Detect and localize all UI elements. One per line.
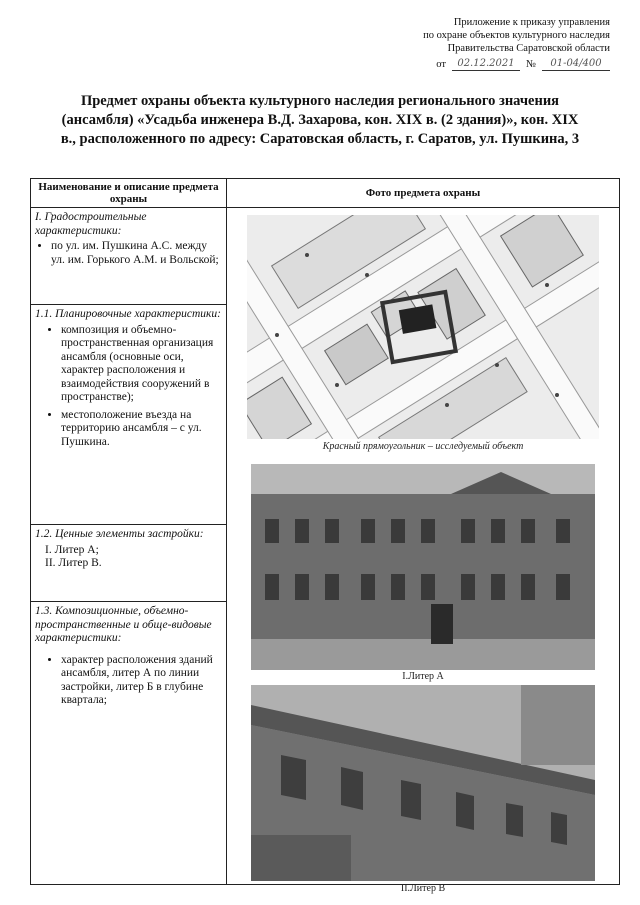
section-1-1 [31, 305, 226, 525]
section-1-2-title: 1.2. Ценные элементы застройки: [35, 528, 204, 540]
list-item: II. Литер В. [45, 557, 102, 569]
building-a-photo [251, 464, 595, 670]
section-1 [31, 208, 226, 305]
list-item: • композиция и объемно-пространственная организация ансамбля (основные оси, характер расположения и взаимодействия сооружений в пространстве); [61, 324, 222, 405]
section-1-1-title: 1.1. Планировочные характеристики: [35, 308, 221, 320]
order-line-3: Правительства Саратовской области [447, 43, 610, 54]
protection-table [30, 178, 620, 894]
list-item: I. Литер А; [45, 543, 99, 556]
order-line-1: Приложение к приказу управления [453, 17, 610, 28]
table-header-row [31, 179, 620, 208]
table-body-row [31, 208, 620, 885]
building-b-caption: II.Литер В [400, 883, 446, 894]
section-1-title: I. Градостроительные характеристики: [35, 211, 147, 237]
col-header-description: Наименование и описание предмета охраны [31, 179, 227, 208]
section-1-2 [31, 525, 226, 602]
building-b-drawing [251, 685, 595, 881]
order-reference [360, 16, 610, 71]
list-item: • характер расположения зданий ансамбля, литер А по линии застройки, литер Б в глубине квартала; [61, 654, 222, 708]
map-caption: Красный прямоугольник – исследуемый объект [322, 441, 524, 452]
building-a-caption: I.Литер А [402, 671, 444, 682]
building-b-photo [251, 685, 595, 881]
document-title: Предмет охраны объекта культурного наследия регионального значения (ансамбля) «Усадьба инженера В.Д. Захарова, кон. XIX в. (2 здания)», кон. XIX в., расположенного по адресу: Саратовская область, г. Саратов, ул. Пушкина, 3 [60, 93, 580, 147]
building-a-drawing [251, 464, 595, 670]
col-header-photo: Фото предмета охраны [227, 179, 620, 208]
order-line-2: по охране объектов культурного наследия [423, 30, 610, 41]
site-map-image [247, 215, 599, 439]
number-label: № [525, 59, 536, 70]
list-item: • по ул. им. Пушкина А.С. между ул. им. Горького А.М. и Вольской; [51, 240, 222, 267]
handwritten-date: 02.12.2021 [452, 57, 520, 71]
section-1-3-title: 1.3. Композиционные, объемно-пространственные и обще-видовые характеристики: [35, 605, 212, 644]
photo-column [227, 208, 620, 894]
map-drawing [247, 215, 599, 439]
order-date-line [360, 57, 610, 71]
description-column [31, 208, 227, 885]
list-item: • местоположение въезда на территорию ансамбля – с ул. Пушкина. [61, 409, 222, 450]
handwritten-number: 01-04/400 [542, 57, 610, 71]
from-label: от [436, 59, 446, 70]
section-1-3 [31, 602, 226, 884]
